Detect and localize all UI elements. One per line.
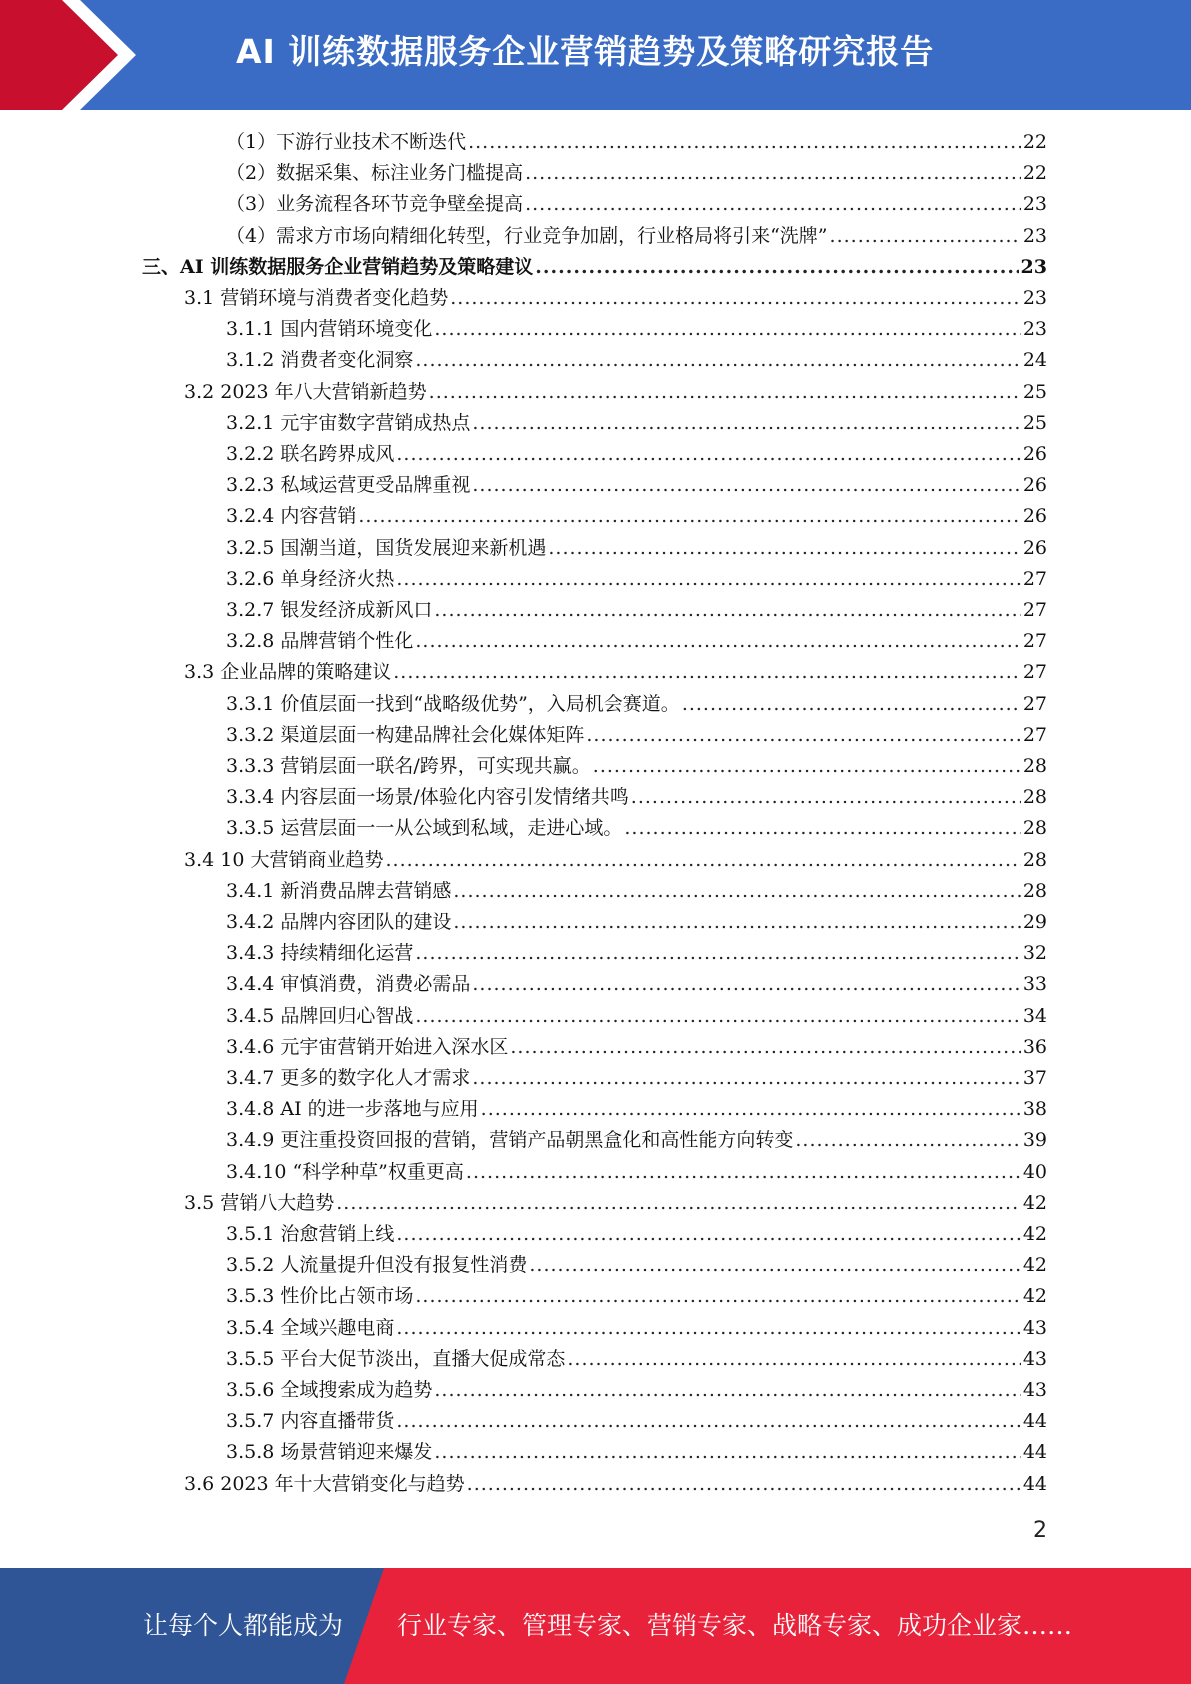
toc-entry-label: 三、AI 训练数据服务企业营销趋势及策略建议 <box>142 255 534 278</box>
toc-entry[interactable] <box>226 564 1047 595</box>
report-title: AI 训练数据服务企业营销趋势及策略研究报告 <box>236 32 935 71</box>
toc-entry[interactable] <box>184 1469 1047 1500</box>
toc-entry-page: 25 <box>1022 380 1047 403</box>
toc-entry-label: （2）数据采集、标注业务门槛提高 <box>226 162 524 185</box>
dot-leader <box>631 782 1021 813</box>
toc-entry-page: 27 <box>1022 630 1047 653</box>
toc-entry[interactable] <box>226 533 1047 564</box>
toc-entry-label: （3）业务流程各环节竞争壁垒提高 <box>226 193 524 216</box>
toc-entry-label: 3.5.1 治愈营销上线 <box>226 1223 395 1245</box>
toc-entry-label: 3.2.1 元宇宙数字营销成热点 <box>226 411 471 434</box>
toc-entry[interactable] <box>226 1125 1047 1156</box>
toc-entry-label: 3.3.3 营销层面一联名/跨界，可实现共赢。 <box>226 755 591 777</box>
dot-leader <box>396 1406 1020 1437</box>
toc-entry-page: 43 <box>1022 1316 1047 1339</box>
toc-entry-page: 26 <box>1022 474 1047 497</box>
toc-entry-page: 42 <box>1022 1285 1047 1308</box>
toc-entry[interactable] <box>226 314 1047 345</box>
dot-leader <box>336 1188 1021 1219</box>
dot-leader <box>795 1125 1020 1156</box>
toc-entry[interactable] <box>226 1250 1047 1281</box>
dot-leader <box>429 377 1021 408</box>
toc-entry-page: 38 <box>1022 1098 1047 1121</box>
toc-entry[interactable] <box>226 501 1047 532</box>
toc-entry[interactable] <box>226 938 1047 969</box>
toc-entry-label: 3.4.1 新消费品牌去营销感 <box>226 879 452 902</box>
chevron-arrow-icon <box>0 0 150 110</box>
toc-entry[interactable] <box>142 252 1047 283</box>
toc-entry-label: 3.4.5 品牌回归心智战 <box>226 1004 414 1027</box>
toc-entry-label: 3.2.3 私域运营更受品牌重视 <box>226 474 471 497</box>
toc-entry-label: 3.4.2 品牌内容团队的建设 <box>226 911 452 933</box>
toc-entry-label: 3.6 2023 年十大营销变化与趋势 <box>184 1472 465 1495</box>
toc-entry-label: 3.1.2 消费者变化洞察 <box>226 349 414 372</box>
toc-entry-label: 3.3.4 内容层面一场景/体验化内容引发情绪共鸣 <box>226 786 629 809</box>
toc-entry-label: 3.5.8 场景营销迎来爆发 <box>226 1441 433 1464</box>
page-number: 2 <box>1033 1518 1047 1543</box>
toc-entry-label: 3.4 10 大营销商业趋势 <box>184 848 384 871</box>
toc-entry[interactable] <box>226 720 1047 751</box>
toc-entry[interactable] <box>226 813 1047 844</box>
dot-leader <box>396 1313 1020 1344</box>
toc-entry-page: 27 <box>1022 692 1047 715</box>
toc-entry-label: 3.5.2 人流量提升但没有报复性消费 <box>226 1254 528 1277</box>
footer-roles: 行业专家、管理专家、营销专家、战略专家、成功企业家…… <box>397 1611 1073 1640</box>
dot-leader <box>586 720 1020 751</box>
toc-entry-label: 3.3 企业品牌的策略建议 <box>184 661 392 684</box>
dot-leader <box>467 1469 1021 1500</box>
dot-leader <box>472 1063 1020 1094</box>
toc-entry-page: 32 <box>1022 942 1047 965</box>
footer-slogan: 让每个人都能成为 <box>143 1611 344 1640</box>
dot-leader <box>535 252 1018 283</box>
toc-entry[interactable] <box>226 1001 1047 1032</box>
dot-leader <box>415 626 1020 657</box>
toc-entry-label: 3.2.8 品牌营销个性化 <box>226 630 414 653</box>
toc-entry-page: 22 <box>1022 162 1047 185</box>
toc-entry[interactable] <box>184 377 1047 408</box>
toc-entry-label: 3.5 营销八大趋势 <box>184 1191 335 1214</box>
toc-entry-page: 27 <box>1022 599 1047 621</box>
toc-entry-page: 26 <box>1022 443 1047 465</box>
toc-entry-page: 23 <box>1022 318 1047 341</box>
dot-leader <box>830 221 1021 252</box>
toc-entry-label: 3.2.2 联名跨界成风 <box>226 443 395 465</box>
toc-entry[interactable] <box>226 439 1047 470</box>
dot-leader <box>415 345 1020 376</box>
toc-entry[interactable] <box>226 1157 1047 1188</box>
dot-leader <box>396 1219 1020 1250</box>
toc-entry-label: 3.1.1 国内营销环境变化 <box>226 318 433 341</box>
toc-entry[interactable] <box>226 907 1047 938</box>
toc-entry[interactable] <box>226 1094 1047 1125</box>
toc-entry[interactable] <box>226 969 1047 1000</box>
toc-entry[interactable] <box>226 345 1047 376</box>
toc-entry[interactable] <box>226 127 1047 158</box>
toc-entry[interactable] <box>226 1281 1047 1312</box>
toc-entry-page: 42 <box>1022 1223 1047 1245</box>
toc-entry[interactable] <box>226 1406 1047 1437</box>
toc-entry-page: 28 <box>1022 817 1047 840</box>
toc-entry[interactable] <box>226 626 1047 657</box>
toc-entry-page: 42 <box>1022 1254 1047 1277</box>
toc-entry[interactable] <box>184 1188 1047 1219</box>
toc-entry[interactable] <box>226 782 1047 813</box>
toc-entry[interactable] <box>226 408 1047 439</box>
toc-entry-page: 24 <box>1022 349 1047 372</box>
toc-entry-page: 43 <box>1022 1379 1047 1401</box>
toc-entry-label: 3.3.5 运营层面一一从公域到私域，走进心域。 <box>226 817 623 840</box>
toc-entry-page: 23 <box>1022 287 1047 309</box>
toc-entry-label: 3.2.4 内容营销 <box>226 505 357 528</box>
toc-entry-page: 22 <box>1022 131 1047 153</box>
toc-entry[interactable] <box>226 1032 1047 1063</box>
toc-entry-page: 28 <box>1022 755 1047 777</box>
dot-leader <box>510 1032 1020 1063</box>
toc-entry[interactable] <box>226 1063 1047 1094</box>
toc-entry-label: （4）需求方市场向精细化转型，行业竞争加剧，行业格局将引来“洗牌” <box>226 224 828 247</box>
toc-entry-page: 26 <box>1022 505 1047 528</box>
dot-leader <box>525 189 1021 220</box>
dot-leader <box>385 845 1020 876</box>
toc-entry-page: 28 <box>1022 848 1047 871</box>
header-band <box>0 0 1191 110</box>
dot-leader <box>567 1344 1020 1375</box>
toc-entry-page: 26 <box>1022 536 1047 559</box>
dot-leader <box>682 689 1021 720</box>
dot-leader <box>434 314 1020 345</box>
dot-leader <box>472 408 1020 439</box>
toc-entry-label: 3.3.1 价值层面一找到“战略级优势”，入局机会赛道。 <box>226 692 680 715</box>
toc-entry-label: 3.2 2023 年八大营销新趋势 <box>184 380 427 403</box>
toc-entry[interactable] <box>226 189 1047 220</box>
toc-entry-page: 34 <box>1022 1004 1047 1027</box>
toc-entry-page: 29 <box>1022 911 1047 933</box>
dot-leader <box>466 1157 1021 1188</box>
toc-entry[interactable] <box>184 657 1047 688</box>
toc-entry-page: 43 <box>1022 1347 1047 1370</box>
toc-entry[interactable] <box>226 1219 1047 1250</box>
toc-entry-label: 3.5.3 性价比占领市场 <box>226 1285 414 1308</box>
dot-leader <box>393 657 1021 688</box>
dot-leader <box>415 1001 1020 1032</box>
dot-leader <box>453 876 1020 907</box>
toc-entry[interactable] <box>226 595 1047 626</box>
toc-entry-page: 28 <box>1022 786 1047 809</box>
toc-entry-page: 23 <box>1020 255 1047 278</box>
toc-entry[interactable] <box>226 1437 1047 1468</box>
dot-leader <box>624 813 1020 844</box>
dot-leader <box>548 533 1020 564</box>
dot-leader <box>434 595 1020 626</box>
toc-entry-page: 25 <box>1022 411 1047 434</box>
dot-leader <box>358 501 1020 532</box>
toc-entry-page: 36 <box>1022 1035 1047 1058</box>
toc-entry-label: 3.2.7 银发经济成新风口 <box>226 599 433 621</box>
toc-entry-page: 28 <box>1022 879 1047 902</box>
toc-entry-page: 27 <box>1022 567 1047 590</box>
toc-entry-label: 3.4.9 更注重投资回报的营销，营销产品朝黑盒化和高性能方向转变 <box>226 1129 794 1152</box>
dot-leader <box>529 1250 1020 1281</box>
toc-entry[interactable] <box>226 1375 1047 1406</box>
toc-entry-label: 3.4.8 AI 的进一步落地与应用 <box>226 1098 479 1121</box>
dot-leader <box>593 751 1021 782</box>
toc-entry-page: 40 <box>1022 1160 1047 1183</box>
dot-leader <box>481 1094 1021 1125</box>
toc-entry-page: 39 <box>1022 1129 1047 1152</box>
toc-entry-page: 33 <box>1022 973 1047 996</box>
toc-entry-label: 3.5.5 平台大促节淡出，直播大促成常态 <box>226 1347 566 1370</box>
toc-entry[interactable] <box>226 876 1047 907</box>
dot-leader <box>415 1281 1020 1312</box>
toc-entry-page: 27 <box>1022 723 1047 746</box>
toc-entry-label: （1）下游行业技术不断迭代 <box>226 131 467 153</box>
toc-entry-label: 3.4.3 持续精细化运营 <box>226 942 414 965</box>
toc-entry-label: 3.1 营销环境与消费者变化趋势 <box>184 287 449 309</box>
dot-leader <box>453 907 1020 938</box>
dot-leader <box>472 969 1020 1000</box>
dot-leader <box>450 283 1021 314</box>
toc-entry[interactable] <box>226 221 1047 252</box>
toc-entry[interactable] <box>226 1344 1047 1375</box>
dot-leader <box>472 470 1020 501</box>
toc-entry[interactable] <box>226 470 1047 501</box>
toc-entry[interactable] <box>226 689 1047 720</box>
toc-entry-label: 3.4.7 更多的数字化人才需求 <box>226 1067 471 1089</box>
dot-leader <box>415 938 1020 969</box>
toc-entry[interactable] <box>184 845 1047 876</box>
toc-entry[interactable] <box>226 1313 1047 1344</box>
footer-band <box>0 1568 1191 1684</box>
toc-entry-label: 3.4.4 审慎消费，消费必需品 <box>226 973 471 996</box>
dot-leader <box>396 564 1020 595</box>
dot-leader <box>434 1375 1020 1406</box>
dot-leader <box>525 158 1021 189</box>
dot-leader <box>434 1437 1020 1468</box>
toc-entry-page: 23 <box>1022 224 1047 247</box>
toc-entry-label: 3.2.5 国潮当道，国货发展迎来新机遇 <box>226 536 547 559</box>
toc-entry-label: 3.5.4 全域兴趣电商 <box>226 1316 395 1339</box>
toc-entry-page: 27 <box>1022 661 1047 684</box>
toc-entry-page: 44 <box>1022 1472 1047 1495</box>
toc-entry-page: 44 <box>1022 1410 1047 1433</box>
toc-entry[interactable] <box>226 751 1047 782</box>
toc-entry-label: 3.4.6 元宇宙营销开始进入深水区 <box>226 1035 509 1058</box>
toc-entry-page: 44 <box>1022 1441 1047 1464</box>
toc-entry-label: 3.3.2 渠道层面一构建品牌社会化媒体矩阵 <box>226 723 585 746</box>
dot-leader <box>468 127 1021 158</box>
toc-entry-page: 37 <box>1022 1067 1047 1089</box>
dot-leader <box>396 439 1020 470</box>
toc-entry-label: 3.4.10 “科学种草”权重更高 <box>226 1160 464 1183</box>
toc-entry[interactable] <box>184 283 1047 314</box>
toc-entry-label: 3.5.6 全域搜索成为趋势 <box>226 1379 433 1401</box>
toc-entry-label: 3.2.6 单身经济火热 <box>226 567 395 590</box>
toc-entry-page: 42 <box>1022 1191 1047 1214</box>
toc-entry-label: 3.5.7 内容直播带货 <box>226 1410 395 1433</box>
toc-entry-page: 23 <box>1022 193 1047 216</box>
toc-entry[interactable] <box>226 158 1047 189</box>
